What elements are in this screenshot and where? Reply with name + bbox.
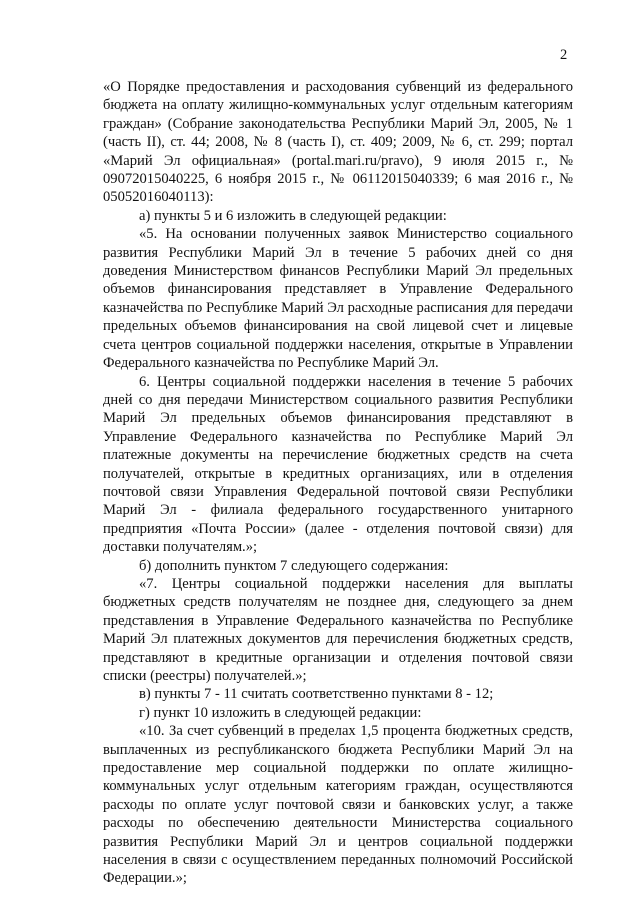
paragraph-item-b: б) дополнить пунктом 7 следующего содержания: xyxy=(139,557,449,574)
paragraph-item-g: г) пункт 10 изложить в следующей редакции: xyxy=(139,704,422,721)
paragraph-item-a: а) пункты 5 и 6 изложить в следующей редакции: xyxy=(139,207,447,224)
paragraph-point-7: «7. Центры социальной поддержки населения для выплаты бюджетных средств получателям не позднее дня, следующего за днем представления в Управление Федерального казначейства по Республике Марий Эл платежных документов для перечисления бюджетных средств, представляют в кредитные организации и отделения почтовой связи списки (реестры) получателей.»; xyxy=(103,575,573,684)
paragraph-reference: «О Порядке предоставления и расходования субвенций из федерального бюджета на оплату жилищно-коммунальных услуг отдельным категориям граждан» (Собрание законодательства Республики Марий Эл, 2005, № 1 (часть II), ст. 44; 2008, № 8 (часть I), ст. 409; 2009, № 6, ст. 299; портал «Марий Эл официальная» (portal.mari.ru/pravo), 9 июля 2015 г., № 09072015040225, 6 ноября 2015 г., № 06112015040339; 6 мая 2016 г., № 05052016040113): xyxy=(103,79,573,206)
paragraph-point-10: «10. За счет субвенций в пределах 1,5 процента бюджетных средств, выплаченных из республиканского бюджета Республики Марий Эл на предоставление мер социальной поддержки по оплате жилищно-коммунальных услуг отдельным категориям граждан, осуществляются расходы по оплате услуг почтовой связи и банковских услуг, а также расходы по обеспечению деятельности Министерства социального развития Республики Марий Эл и центров социальной поддержки населения в связи с осуществлением переданных полномочий Российской Федерации.»; xyxy=(103,723,573,887)
paragraph-point-5: «5. На основании полученных заявок Министерство социального развития Республики Марий Эл в течение 5 рабочих дней со дня доведения Министерством финансов Республики Марий Эл предельных объемов финансирования представляет в Управление Федерального казначейства по Республике Марий Эл расходные расписания для передачи предельных объемов финансирования на свой лицевой счет и лицевые счета центров социальной поддержки населения, открытые в Управлении Федерального казначейства по Республике Марий Эл. xyxy=(103,226,573,372)
paragraph-point-6: 6. Центры социальной поддержки населения в течение 5 рабочих дней со дня передачи Министерством социального развития Республики Марий Эл предельных объемов финансирования представляют в Управление Федерального казначейства по Республике Марий Эл платежные документы на перечисление бюджетных средств на счета получателей, открытые в кредитных организациях, или в отделения почтовой связи Управления Федеральной почтовой связи Республики Марий Эл - филиала федерального государственного унитарного предприятия «Почта России» (далее - отделения почтовой связи) для доставки получателям.»; xyxy=(103,373,573,556)
paragraph-item-v: в) пункты 7 - 11 считать соответственно пунктами 8 - 12; xyxy=(139,686,494,703)
page-number: 2 xyxy=(560,47,568,63)
document-body xyxy=(103,78,573,888)
